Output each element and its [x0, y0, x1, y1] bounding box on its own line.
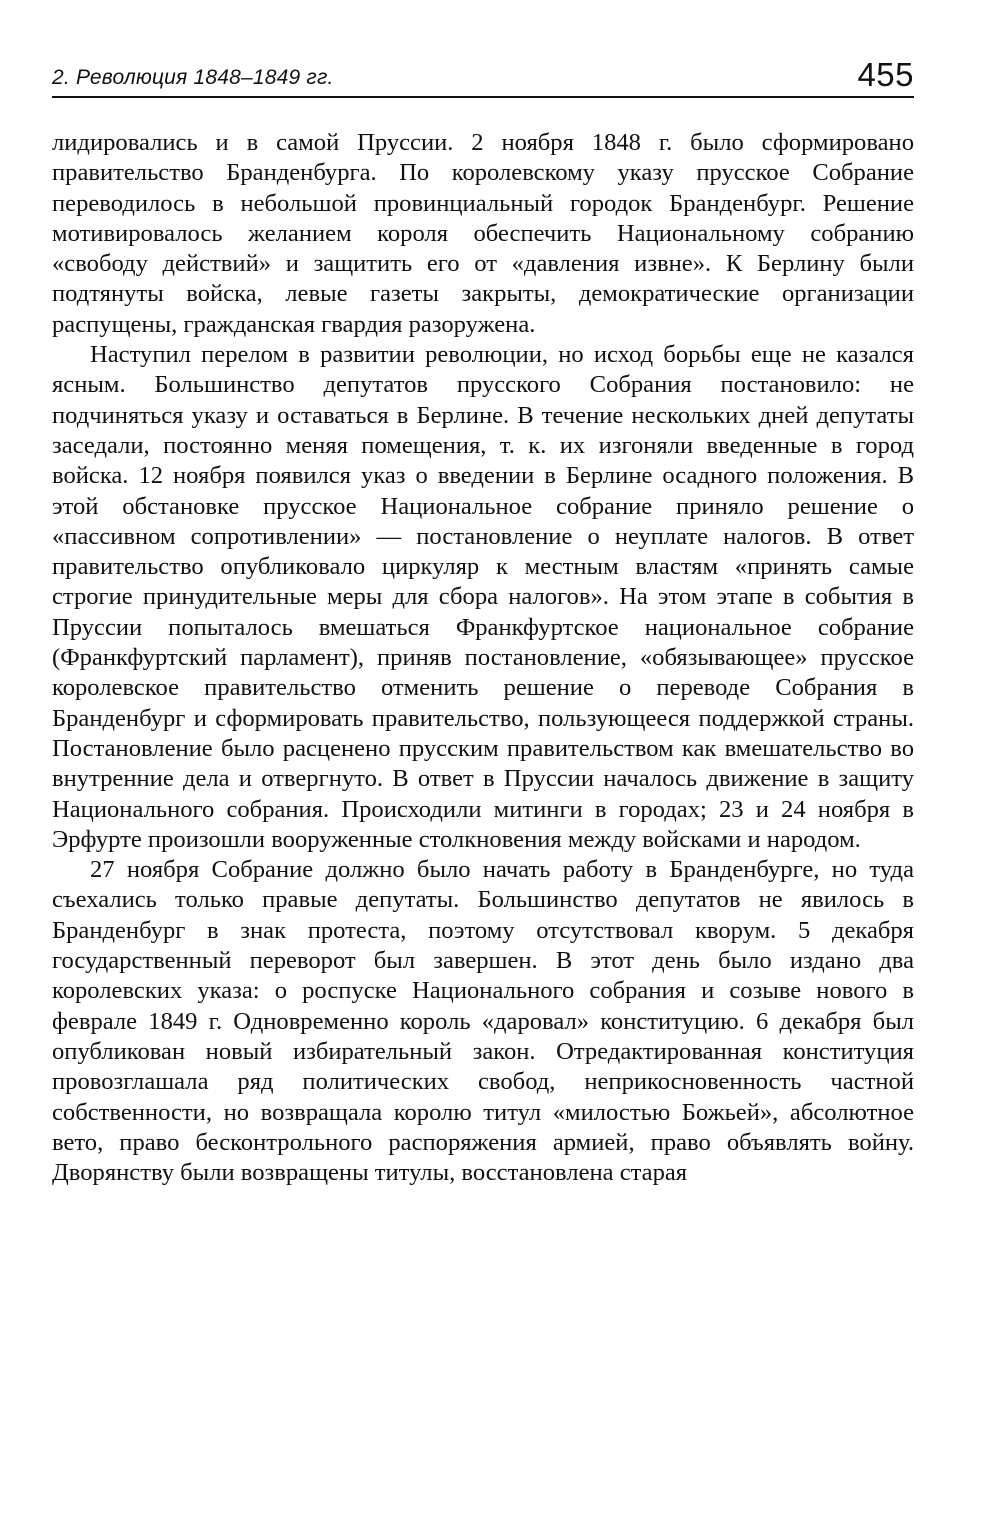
- running-head: 2. Революция 1848–1849 гг.: [52, 66, 334, 89]
- page-number: 455: [857, 56, 914, 93]
- page-header: [52, 40, 914, 98]
- paragraph: Наступил перелом в развитии революции, но исход борьбы еще не казался ясным. Большинство депутатов прусского Собрания постановило: не подчиняться указу и оставаться в Берлине. В течение нескольких дней депутаты заседали, постоянно меняя помещения, т. к. их изгоняли введенные в город войска. 12 ноября появился указ о введении в Берлине осадного положения. В этой обстановке прусское Национальное собрание приняло решение о «пассивном сопротивлении» — постановление о неуплате налогов. В ответ правительство опубликовало циркуляр к местным властям «принять самые строгие принудительные меры для сбора налогов». На этом этапе в события в Пруссии попыталось вмешаться Франкфуртское национальное собрание (Франкфуртский парламент), приняв постановление, «обязывающее» прусское королевское правительство отменить решение о переводе Собрания в Бранденбург и сформировать правительство, пользующееся поддержкой страны. Постановление было расценено прусским правительством как вмешательство во внутренние дела и отвергнуто. В ответ в Пруссии началось движение в защиту Национального собрания. Происходили митинги в городах; 23 и 24 ноября в Эрфурте произошли вооруженные столкновения между войсками и народом.: [52, 341, 914, 853]
- book-page: [52, 40, 914, 1188]
- body-text: [52, 128, 914, 1188]
- paragraph-continued: лидировались и в самой Пруссии. 2 ноября 1848 г. было сформировано правительство Бранденбурга. По королевскому указу прусское Собрание переводилось в небольшой провинциальный городок Бранденбург. Решение мотивировалось желанием короля обеспечить Национальному собранию «свободу действий» и защитить его от «давления извне». К Берлину были подтянуты войска, левые газеты закрыты, демократические организации распущены, гражданская гвардия разоружена.: [52, 129, 914, 338]
- paragraph: 27 ноября Собрание должно было начать работу в Бранденбурге, но туда съехались только правые депутаты. Большинство депутатов не явилось в Бранденбург в знак протеста, поэтому отсутствовал кворум. 5 декабря государственный переворот был завершен. В этот день было издано два королевских указа: о роспуске Национального собрания и созыве нового в феврале 1849 г. Одновременно король «даровал» конституцию. 6 декабря был опубликован новый избирательный закон. Отредактированная конституция провозглашала ряд политических свобод, неприкосновенность частной собственности, но возвращала королю титул «милостью Божьей», абсолютное вето, право бесконтрольного распоряжения армией, право объявлять войну. Дворянству были возвращены титулы, восстановлена старая: [52, 856, 914, 1187]
